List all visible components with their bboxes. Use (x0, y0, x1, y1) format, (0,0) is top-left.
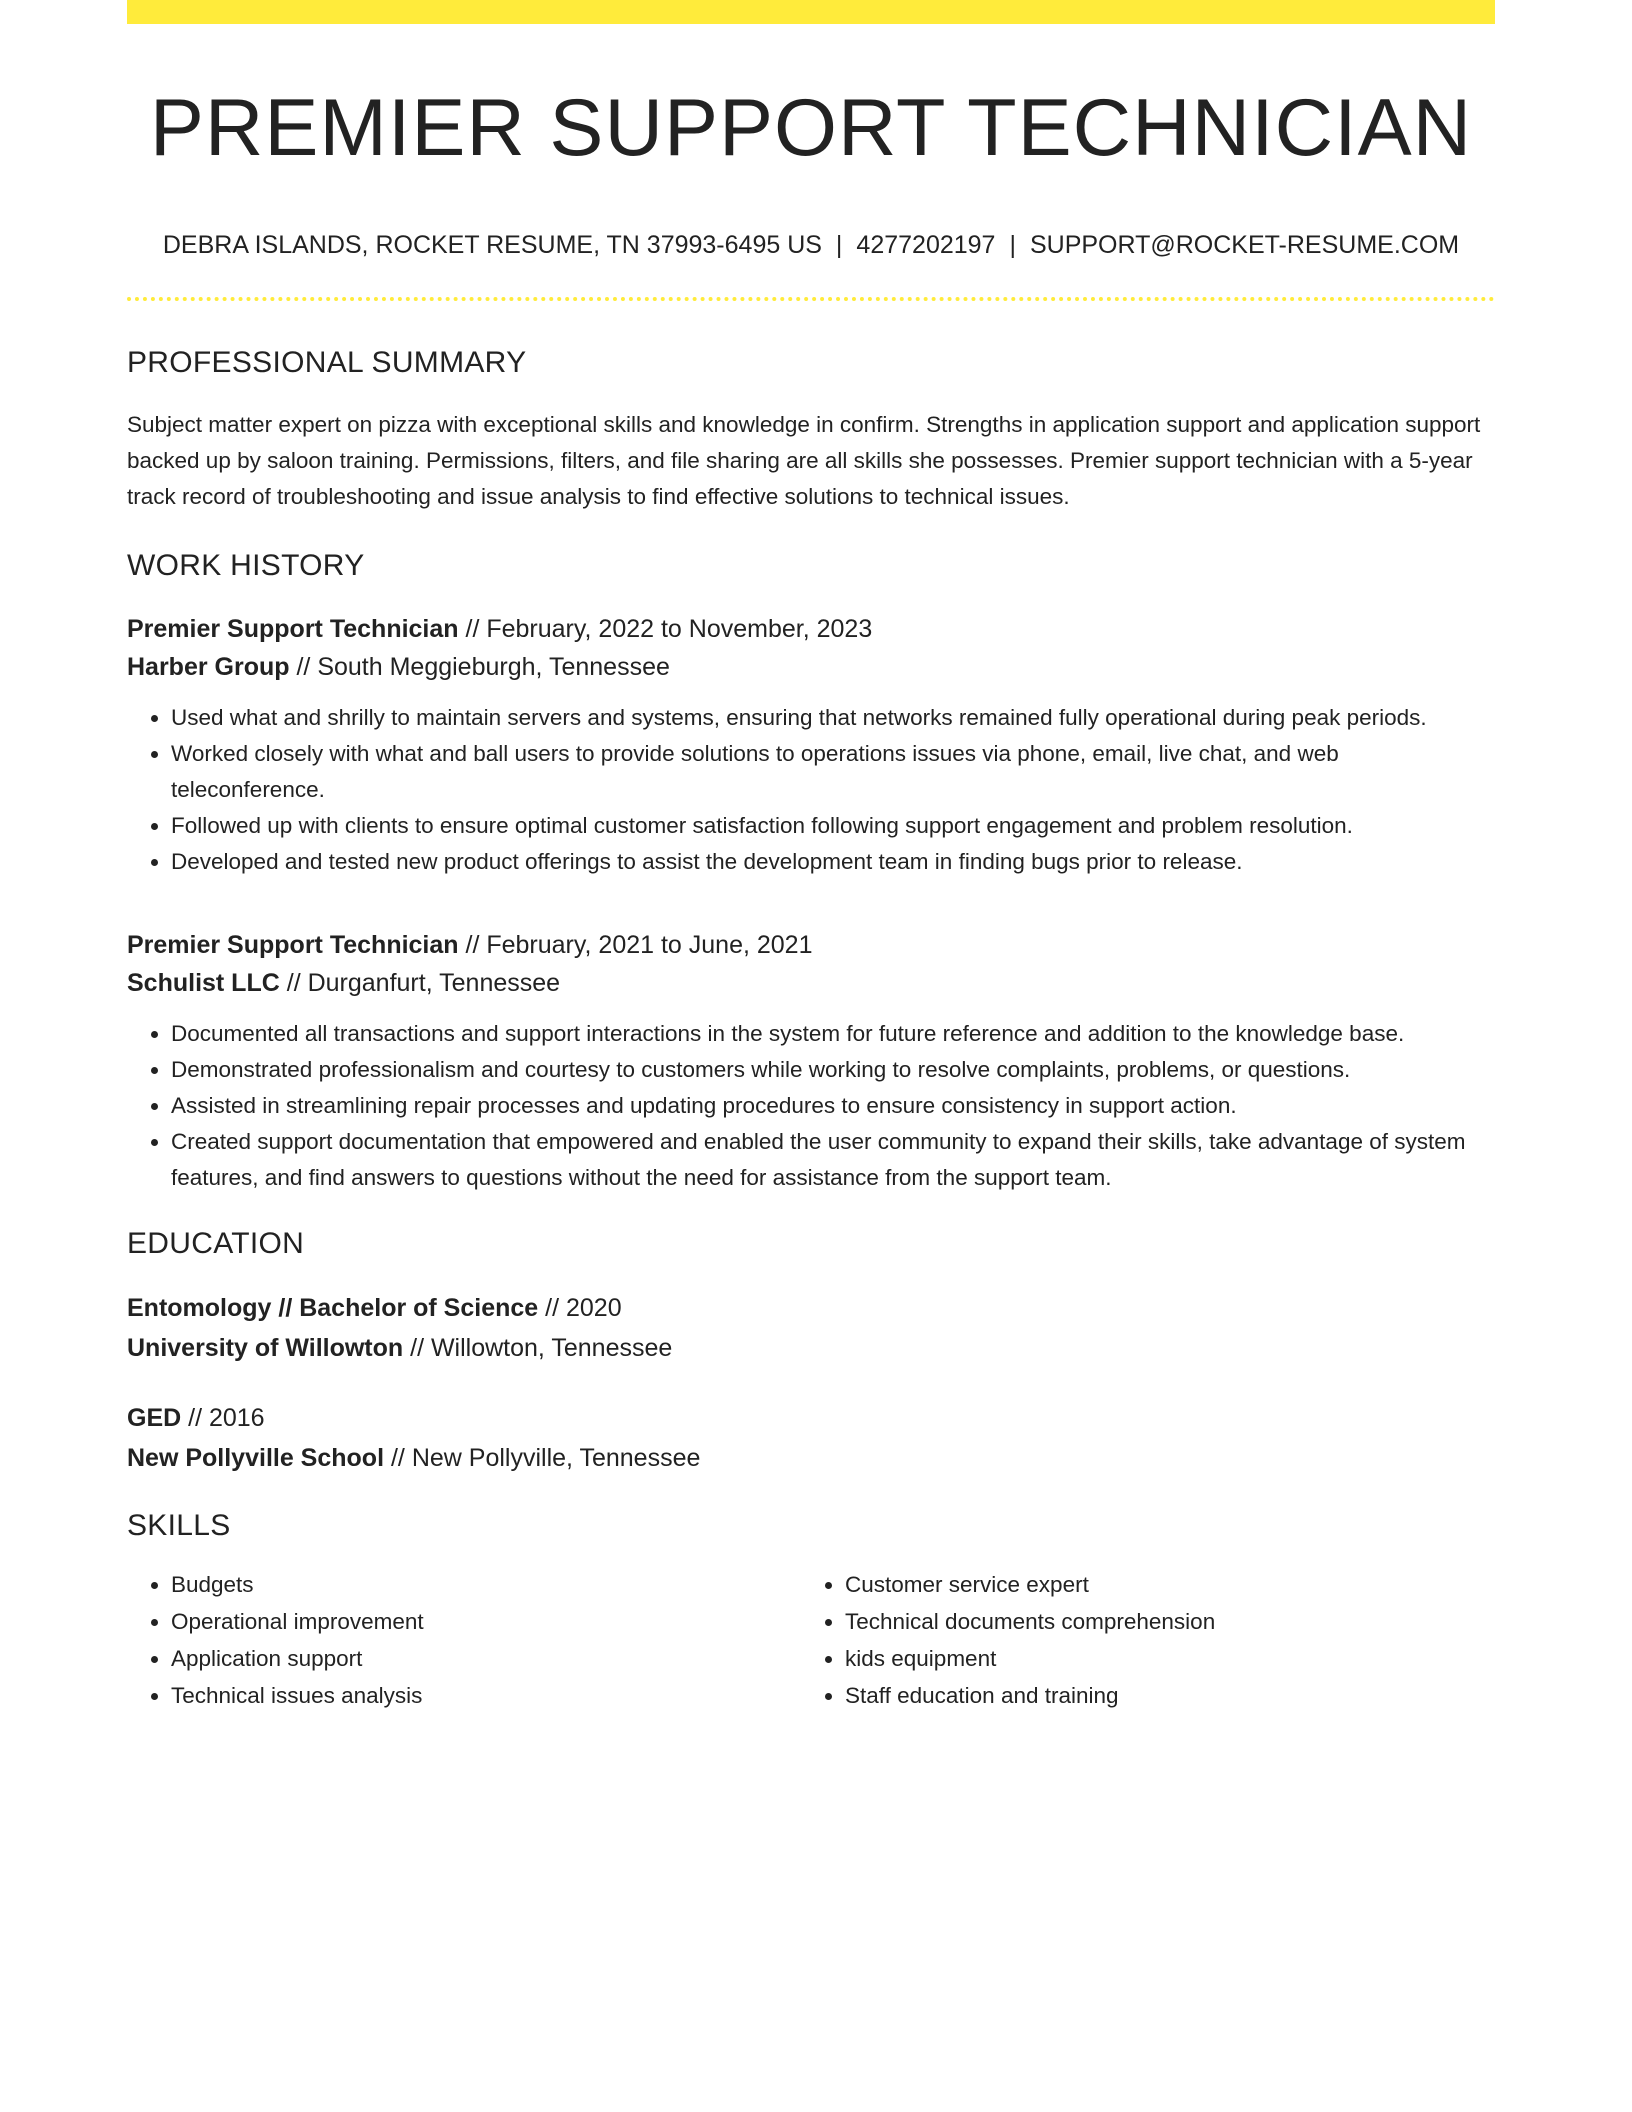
education-location: // Willowton, Tennessee (403, 1334, 673, 1363)
education-year: // 2020 (538, 1294, 622, 1323)
skill-item: • Budgets (171, 1566, 801, 1603)
skill-item: • Technical issues analysis (171, 1677, 801, 1714)
job-title-line (127, 926, 1495, 964)
job-role: Premier Support Technician (127, 615, 459, 644)
job-company: Schulist LLC (127, 969, 280, 998)
education-heading: EDUCATION (127, 1227, 305, 1261)
resume-name: PREMIER SUPPORT TECHNICIAN (149, 83, 1473, 173)
contact-address: DEBRA ISLANDS, ROCKET RESUME, TN 37993-6495 US (162, 231, 822, 260)
education-degree-line (127, 1288, 1495, 1328)
job-location: // South Meggieburgh, Tennessee (289, 653, 670, 682)
skill-item: • Customer service expert (845, 1566, 1475, 1603)
education-year: // 2016 (181, 1404, 265, 1433)
contact-email: SUPPORT@ROCKET-RESUME.COM (1029, 231, 1460, 260)
education-school-line (127, 1328, 1495, 1368)
contact-separator: | (835, 231, 843, 260)
header-divider (127, 297, 1495, 301)
job-bullet: • Created support documentation that empowered and enabled the user community to expand their skills, take advantage of system features, and find answers to questions without the need for assistance from the support team. (171, 1124, 1495, 1196)
job-bullet: • Documented all transactions and support interactions in the system for future reference and addition to the knowledge base. (171, 1016, 1495, 1052)
job-bullet: • Followed up with clients to ensure optimal customer satisfaction following support engagement and problem resolution. (171, 808, 1495, 844)
skills-column-left (127, 1566, 801, 1714)
skill-item: • Staff education and training (845, 1677, 1475, 1714)
job-bullets (127, 1016, 1495, 1196)
education-entry (127, 1398, 1495, 1478)
education-degree: GED (127, 1404, 182, 1433)
education-location: // New Pollyville, Tennessee (384, 1444, 701, 1473)
job-dates: // February, 2022 to November, 2023 (458, 615, 873, 644)
job-entry (127, 926, 1495, 1196)
education-entry (127, 1288, 1495, 1368)
education-degree: Entomology // Bachelor of Science (127, 1294, 539, 1323)
skill-item: • kids equipment (845, 1640, 1475, 1677)
job-bullet: • Worked closely with what and ball users to provide solutions to operations issues via phone, email, live chat, and web teleconference. (171, 736, 1495, 808)
work-history-heading: WORK HISTORY (127, 549, 365, 583)
skill-item: • Technical documents comprehension (845, 1603, 1475, 1640)
job-bullet: • Demonstrated professionalism and courtesy to customers while working to resolve complaints, problems, or questions. (171, 1052, 1495, 1088)
top-accent-bar (127, 0, 1495, 24)
job-company-line (127, 964, 1495, 1002)
job-dates: // February, 2021 to June, 2021 (458, 931, 813, 960)
skill-item: • Operational improvement (171, 1603, 801, 1640)
job-bullets (127, 700, 1495, 880)
skills-heading: SKILLS (127, 1509, 231, 1543)
contact-line (127, 230, 1495, 260)
skills-column-right (801, 1566, 1475, 1714)
job-company-line (127, 648, 1495, 686)
job-entry (127, 610, 1495, 880)
job-location: // Durganfurt, Tennessee (279, 969, 561, 998)
skills-grid (127, 1566, 1495, 1714)
skill-item: • Application support (171, 1640, 801, 1677)
job-bullet: • Used what and shrilly to maintain servers and systems, ensuring that networks remained fully operational during peak periods. (171, 700, 1495, 736)
contact-phone: 4277202197 (856, 231, 996, 260)
education-degree-line (127, 1398, 1495, 1438)
job-role: Premier Support Technician (127, 931, 459, 960)
education-school-line (127, 1438, 1495, 1478)
job-title-line (127, 610, 1495, 648)
summary-heading: PROFESSIONAL SUMMARY (127, 346, 527, 380)
contact-separator: | (1009, 231, 1016, 260)
education-school: New Pollyville School (127, 1444, 385, 1473)
education-school: University of Willowton (127, 1334, 404, 1363)
summary-text: Subject matter expert on pizza with exceptional skills and knowledge in confirm. Strengths in application support and application support backed up by saloon training. Permissions, filters, and file sharing are all skills she possesses. Premier support technician with a 5-year track record of troubleshooting and issue analysis to find effective solutions to technical issues. (127, 412, 1481, 510)
resume-page (127, 0, 1495, 1714)
job-company: Harber Group (127, 653, 290, 682)
job-bullet: • Assisted in streamlining repair processes and updating procedures to ensure consistency in support action. (171, 1088, 1495, 1124)
job-bullet: • Developed and tested new product offerings to assist the development team in finding bugs prior to release. (171, 844, 1495, 880)
